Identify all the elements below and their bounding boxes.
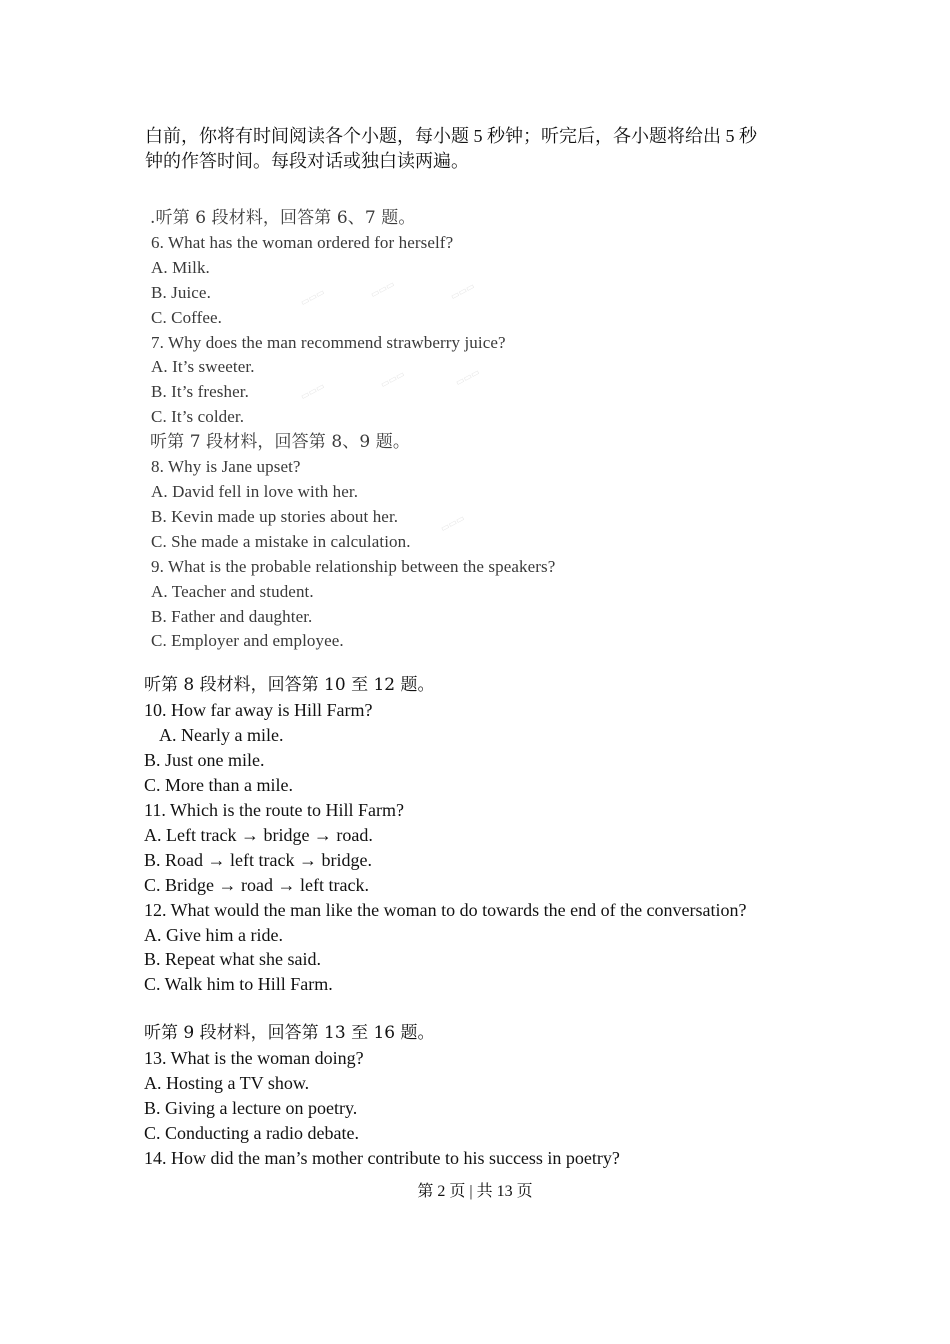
question-12-option-a: A. Give him a ride.: [144, 924, 283, 945]
watermark-mark: ▭▭▭: [378, 368, 407, 390]
question-6-option-c: C. Coffee.: [151, 307, 223, 327]
question-11-option-a: A. Left track → bridge → road.: [144, 824, 373, 845]
section-7-header: 听第 7 段材料，回答第 8、9 题。: [150, 432, 410, 453]
question-9-option-b: B. Father and daughter.: [151, 606, 313, 626]
question-9-option-a: A. Teacher and student.: [151, 581, 314, 601]
watermark-mark: ▭▭▭: [298, 286, 327, 308]
question-10-option-a: A. Nearly a mile.: [159, 724, 284, 745]
question-6-option-a: A. Milk.: [151, 257, 210, 277]
question-10: 10. How far away is Hill Farm?: [144, 699, 373, 720]
section-8-header: 听第 8 段材料，回答第 10 至 12 题。: [144, 675, 435, 695]
question-7-option-c: C. It’s colder.: [151, 407, 245, 427]
section-9-header: 听第 9 段材料，回答第 13 至 16 题。: [144, 1023, 435, 1043]
section-6-header: .听第 6 段材料，回答第 6、7 题。: [150, 208, 416, 228]
question-11-option-c: C. Bridge → road → left track.: [144, 874, 369, 895]
intro-line-1: 白前，你将有时间阅读各个小题，每小题 5 秒钟；听完后，各小题将给出 5 秒: [145, 126, 757, 146]
question-8-option-a: A. David fell in love with her.: [151, 481, 359, 501]
question-12-option-c: C. Walk him to Hill Farm.: [144, 974, 333, 995]
question-8-option-b: B. Kevin made up stories about her.: [151, 506, 399, 526]
question-10-option-c: C. More than a mile.: [144, 774, 293, 795]
question-8-option-c: C. She made a mistake in calculation.: [151, 531, 411, 551]
watermark-mark: ▭▭▭: [438, 512, 467, 534]
watermark-mark: ▭▭▭: [448, 280, 477, 302]
intro-paragraph: [145, 124, 805, 174]
intro-line-2: 钟的作答时间。每段对话或独白读两遍。: [145, 151, 469, 171]
question-12: 12. What would the man like the woman to do towards the end of the conversation?: [144, 899, 747, 920]
question-13-option-a: A. Hosting a TV show.: [144, 1072, 310, 1093]
page-footer: 第 2 页 | 共 13 页: [417, 1183, 533, 1200]
question-7-option-b: B. It’s fresher.: [151, 382, 249, 402]
section-8: [144, 673, 844, 997]
question-13-option-c: C. Conducting a radio debate.: [144, 1122, 359, 1143]
watermark-mark: ▭▭▭: [298, 380, 327, 402]
question-13: 13. What is the woman doing?: [144, 1047, 364, 1068]
question-12-option-b: B. Repeat what she said.: [144, 949, 321, 970]
watermark-mark: ▭▭▭: [368, 278, 397, 300]
question-11-option-b: B. Road → left track → bridge.: [144, 849, 372, 870]
question-10-option-b: B. Just one mile.: [144, 749, 265, 770]
question-7-option-a: A. It’s sweeter.: [151, 357, 255, 377]
question-8: 8. Why is Jane upset?: [151, 457, 301, 477]
question-6-option-b: B. Juice.: [151, 282, 211, 302]
question-11: 11. Which is the route to Hill Farm?: [144, 799, 404, 820]
scanned-question-image: [148, 206, 618, 654]
question-13-option-b: B. Giving a lecture on poetry.: [144, 1097, 358, 1118]
question-9: 9. What is the probable relationship between the speakers?: [151, 556, 556, 576]
question-7: 7. Why does the man recommend strawberry juice?: [151, 332, 506, 352]
question-9-option-c: C. Employer and employee.: [151, 631, 344, 651]
watermark-mark: ▭▭▭: [453, 366, 482, 388]
section-9: [144, 1021, 844, 1171]
question-14: 14. How did the man’s mother contribute to his success in poetry?: [144, 1147, 620, 1168]
question-6: 6. What has the woman ordered for herself?: [151, 232, 454, 252]
